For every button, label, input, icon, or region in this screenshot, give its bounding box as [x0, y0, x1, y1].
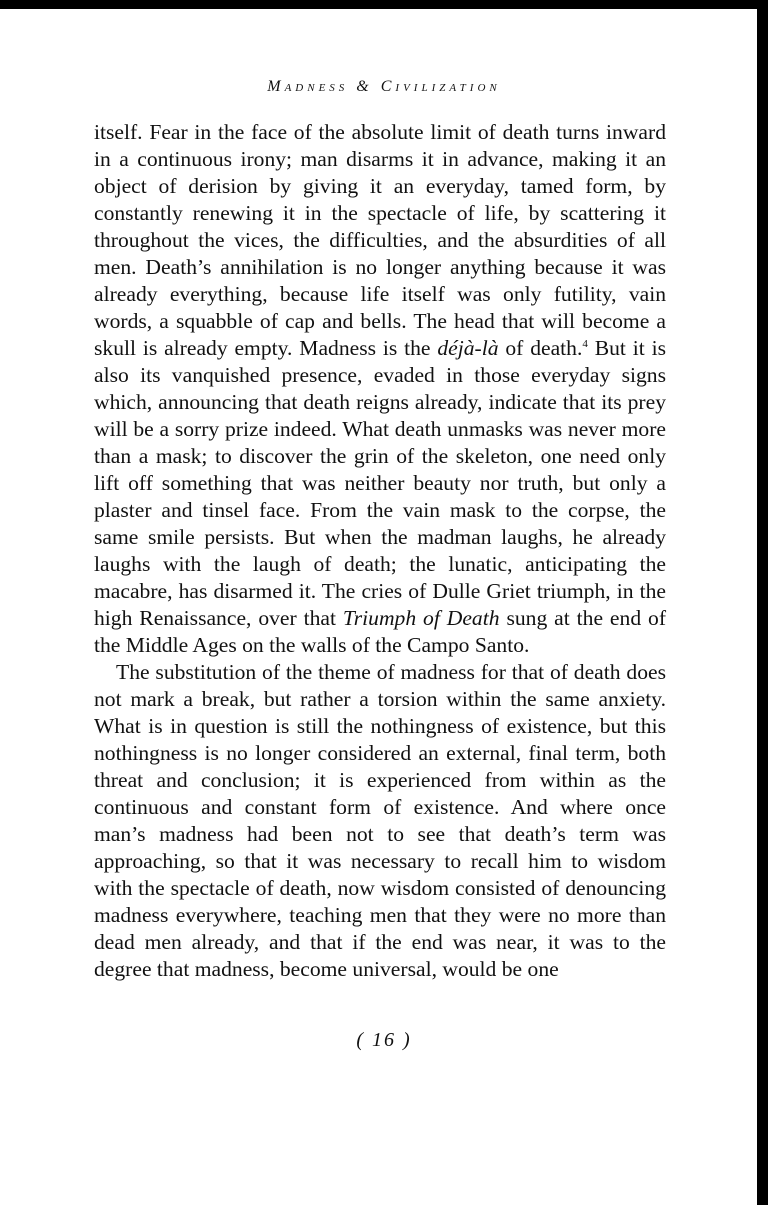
- running-head: Madness & Civilization: [267, 78, 501, 95]
- paragraph-1-part-4: sung at the end of the Middle Ages on the walls of the Campo Santo.: [94, 606, 667, 657]
- top-scan-border: [0, 0, 768, 9]
- paragraph-1-part-1: itself. Fear in the face of the absolute limit of death turns inward in a continuous irony; man disarms it in advance, making it an object of derision by giving it an everyday, tamed form, by constantly renewing it in the spectacle of life, by scattering it throughout the vices, the difficulties, and the absurdities of all men. Death’s annihilation is no longer anything because it was already everything, because life itself was only futility, vain words, a squabble of cap and bells. The head that will become a skull is already empty. Madness is the: [94, 120, 666, 360]
- body-text: [94, 119, 666, 983]
- italic-deja-la: déjà-là: [437, 336, 499, 360]
- paragraph-1: [94, 119, 666, 659]
- paragraph-1-part-3: But it is also its vanquished presence, evaded in those everyday signs which, announcing that death reigns already, indicate that its prey will be a sorry prize indeed. What death unmasks was never more than a mask; to discover the grin of the skeleton, one need only lift off something that was neither beauty nor truth, but only a plaster and tinsel face. From the vain mask to the corpse, the same smile persists. But when the madman laughs, he already laughs with the laugh of death; the lunatic, anticipating the macabre, has disarmed it. The cries of Dulle Griet triumph, in the high Renaissance, over that: [94, 336, 667, 630]
- paragraph-2: The substitution of the theme of madness for that of death does not mark a break, but rather a torsion within the same anxiety. What is in question is still the nothingness of existence, but this nothingness is no longer considered an external, final term, both threat and conclusion; it is experienced from within as the continuous and constant form of existence. And where once man’s madness had been not to see that death’s term was approaching, so that it was necessary to recall him to wisdom with the spectacle of death, now wisdom consisted of denouncing madness everywhere, teaching men that they were no more than dead men already, and that if the end was near, it was to the degree that madness, become universal, would be one: [94, 660, 666, 981]
- right-scan-border: [757, 0, 768, 1205]
- footnote-marker[interactable]: 4: [582, 337, 588, 350]
- page-number: ( 16 ): [356, 1029, 412, 1051]
- italic-triumph-of-death: Triumph of Death: [342, 606, 500, 630]
- paragraph-1-part-2: of death.: [498, 336, 583, 360]
